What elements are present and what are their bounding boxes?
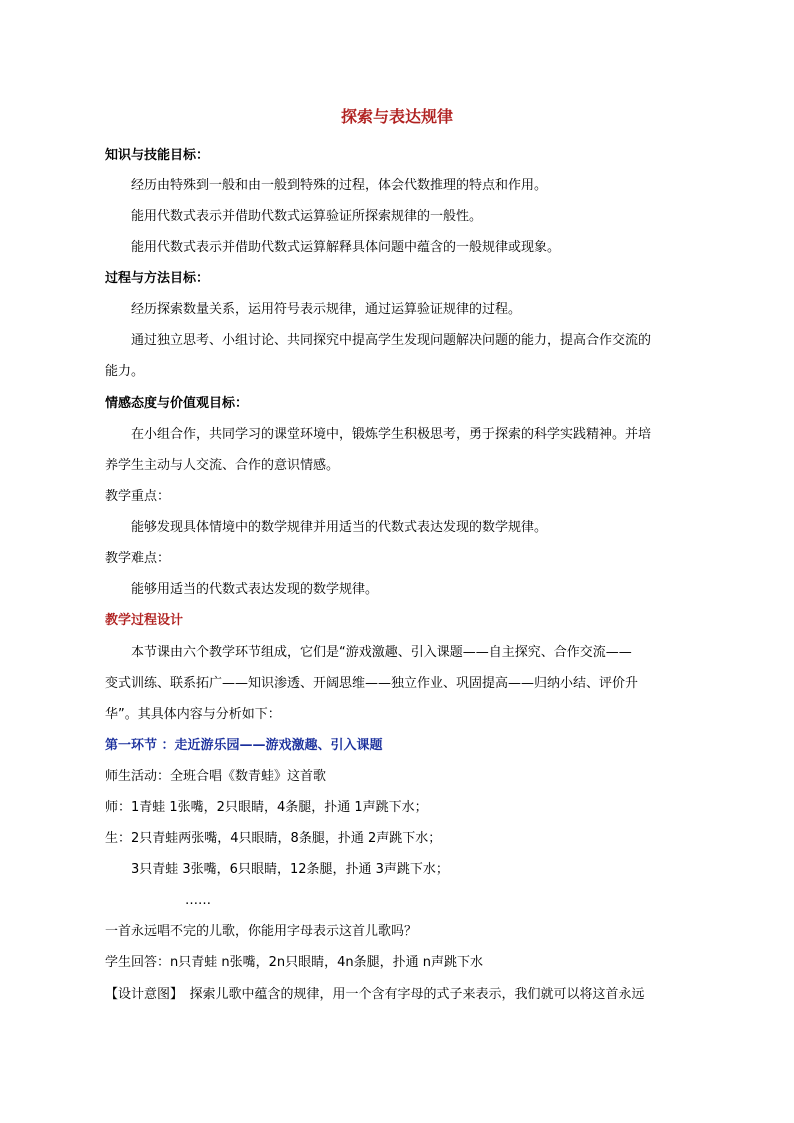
paragraph: 一首永远唱不完的儿歌，你能用字母表示这首儿歌吗？ xyxy=(105,924,418,939)
paragraph: 能够发现具体情境中的数学规律并用适当的代数式表达发现的数学规律。 xyxy=(131,520,548,535)
paragraph: 在小组合作，共同学习的课堂环境中，锻炼学生积极思考，勇于探索的科学实践精神。并培 xyxy=(131,427,652,442)
paragraph: 通过独立思考、小组讨论、共同探究中提高学生发现问题解决问题的能力，提高合作交流的 xyxy=(131,333,652,348)
paragraph: 师：1青蛙 1张嘴，2只眼睛，4条腿，扑通 1声跳下水； xyxy=(105,800,428,815)
heading-first-step: 第一环节 ：走近游乐园——游戏激趣、引入课题 xyxy=(105,738,383,753)
document-title: 探索与表达规律 xyxy=(340,107,453,126)
heading-attitude-goals: 情感态度与价值观目标： xyxy=(105,396,249,411)
ellipsis: …… xyxy=(185,893,211,908)
paragraph: 经历由特殊到一般和由一般到特殊的过程，体会代数推理的特点和作用。 xyxy=(131,178,548,193)
paragraph: 本节课由六个教学环节组成，它们是“游戏激趣、引入课题——自主探究、合作交流—— xyxy=(131,645,632,660)
paragraph: 能用代数式表示并借助代数式运算验证所探索规律的一般性。 xyxy=(131,209,483,224)
paragraph: 养学生主动与人交流、合作的意识情感。 xyxy=(105,458,340,473)
paragraph: 能够用适当的代数式表达发现的数学规律。 xyxy=(131,582,379,597)
paragraph: 能力。 xyxy=(105,364,145,379)
heading-process-design: 教学过程设计 xyxy=(105,613,184,628)
paragraph: 经历探索数量关系，运用符号表示规律，通过运算验证规律的过程。 xyxy=(131,302,522,317)
heading-difficulties: 教学难点： xyxy=(105,551,171,566)
paragraph: 3只青蛙 3张嘴，6只眼睛，12条腿，扑通 3声跳下水； xyxy=(131,862,449,877)
heading-knowledge-goals: 知识与技能目标： xyxy=(105,148,210,163)
paragraph: 生：2只青蛙两张嘴，4只眼睛，8条腿，扑通 2声跳下水； xyxy=(105,831,442,846)
paragraph: 能用代数式表示并借助代数式运算解释具体问题中蕴含的一般规律或现象。 xyxy=(131,240,561,255)
paragraph-design-intent: 【设计意图】 探索儿歌中蕴含的规律，用一个含有字母的式子来表示，我们就可以将这首永远 xyxy=(105,987,645,1002)
paragraph: 变式训练、联系拓广——知识渗透、开阔思维——独立作业、巩固提高——归纳小结、评价升 xyxy=(105,676,639,691)
heading-key-points: 教学重点： xyxy=(105,489,171,504)
paragraph: 师生活动：全班合唱《数青蛙》这首歌 xyxy=(105,769,327,784)
paragraph: 华”。其具体内容与分析如下： xyxy=(105,707,281,722)
paragraph: 学生回答：n只青蛙 n张嘴，2n只眼睛，4n条腿，扑通 n声跳下水 xyxy=(105,955,484,970)
heading-process-goals: 过程与方法目标： xyxy=(105,271,210,286)
